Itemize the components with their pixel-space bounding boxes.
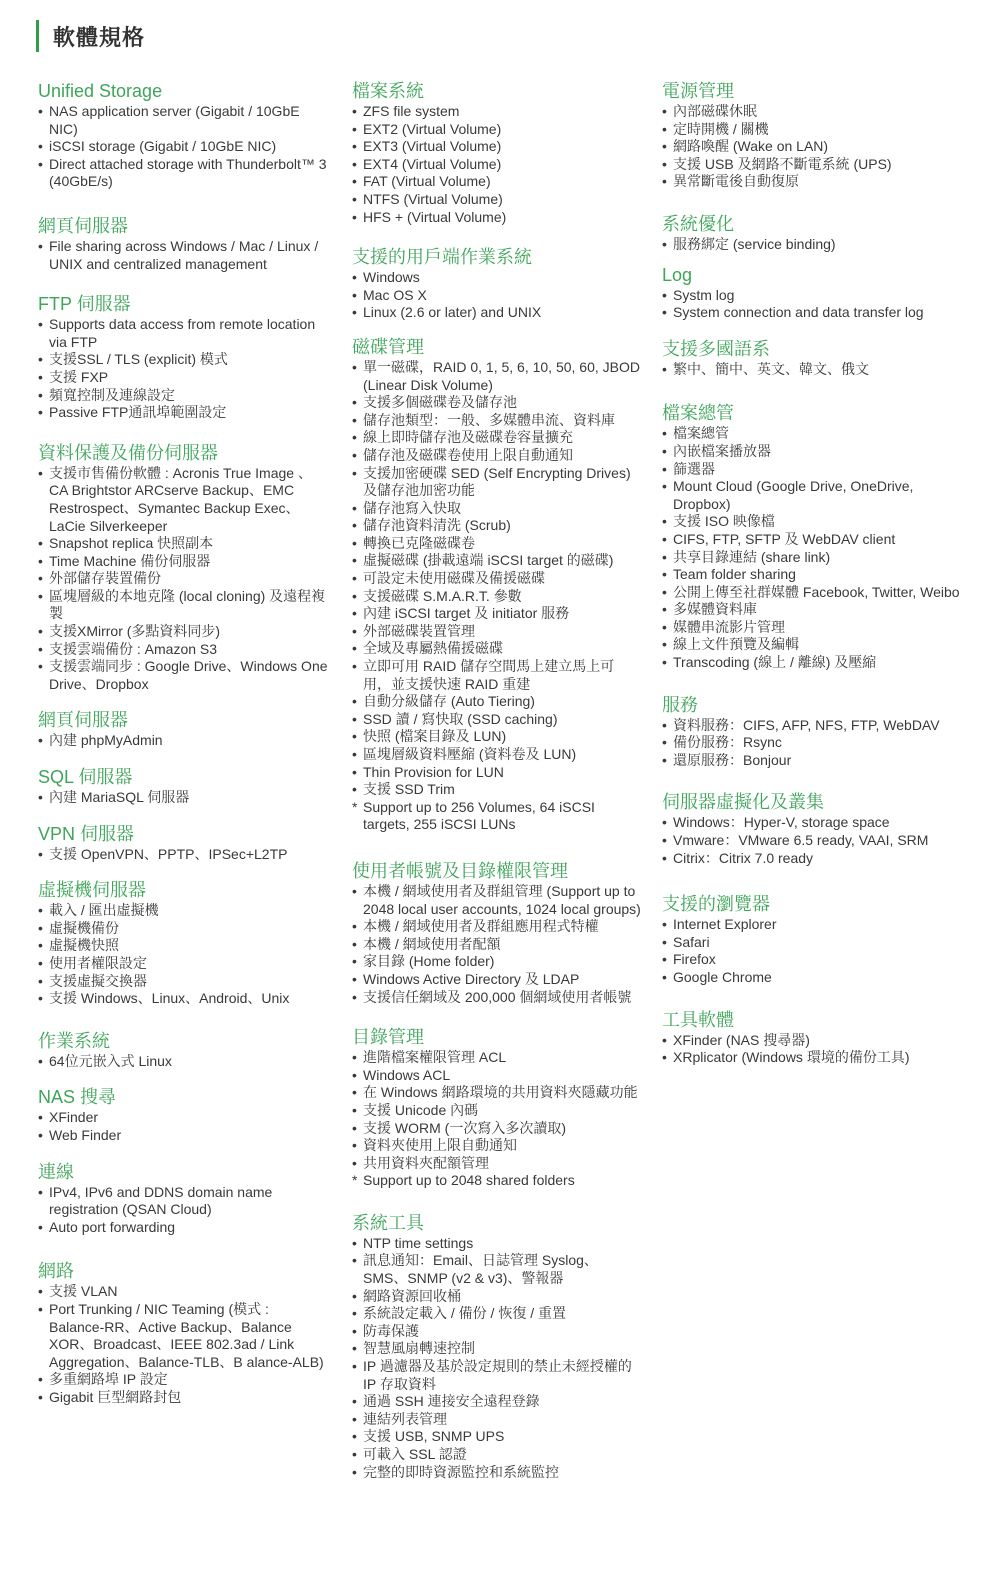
section-title: 系統優化 [662,213,734,234]
spec-item: • HFS + (Virtual Volume) [352,209,642,227]
spec-section [662,791,962,867]
spec-item: • Supports data access from remote location via FTP [38,316,328,351]
section-title: 檔案系統 [352,81,424,101]
spec-item: • 內部磁碟休眠 [662,103,962,121]
spec-item: • 儲存池資料清洗 (Scrub) [352,517,642,535]
spec-item: • 多重網路埠 IP 設定 [38,1371,328,1389]
spec-item: • 媒體串流影片管理 [662,619,962,637]
spec-item: • 訊息通知：Email、日誌管理 Syslog、SMS、SNMP (v2 & v3)、警報器 [352,1252,642,1287]
spec-item: • 網路喚醒 (Wake on LAN) [662,138,962,156]
spec-item: • 資料服務：CIFS, AFP, NFS, FTP, WebDAV [662,717,962,735]
spec-item: • File sharing across Windows / Mac / Linux / UNIX and centralized management [38,238,328,273]
spec-item: • 支援雲端同步 : Google Drive、Windows One Drive、Dropbox [38,658,328,693]
spec-section [352,246,642,322]
spec-section [352,336,642,834]
spec-item: • 篩選器 [662,461,962,479]
spec-item: • Mac OS X [352,287,642,305]
section-title: 支援多國語系 [662,338,770,359]
spec-item: • 儲存池寫入快取 [352,500,642,518]
spec-list [38,316,328,422]
spec-item: • NTFS (Virtual Volume) [352,191,642,209]
spec-item: • Linux (2.6 or later) and UNIX [352,304,642,322]
spec-section [662,338,962,379]
spec-item: • 支援SSL / TLS (explicit) 模式 [38,351,328,369]
spec-item: • 內建 iSCSI target 及 initiator 服務 [352,605,642,623]
section-title: 系統工具 [352,1212,424,1233]
spec-item: • 在 Windows 網路環境的共用資料夾隱藏功能 [352,1084,642,1102]
spec-list [662,916,962,986]
spec-item: • Mount Cloud (Google Drive, OneDrive, Dropbox) [662,478,962,513]
section-title: 連線 [38,1161,74,1182]
spec-item: • Gigabit 巨型網路封包 [38,1389,328,1407]
spec-list [662,103,962,191]
spec-list [38,238,328,273]
spec-item: • 本機 / 網域使用者配額 [352,936,642,954]
spec-note: * Support up to 2048 shared folders [352,1172,642,1190]
spec-item: • Google Chrome [662,969,962,987]
spec-item: • 支援 SSD Trim [352,781,642,799]
spec-item: • 虛擬機備份 [38,920,328,938]
spec-item: • 支援 OpenVPN、PPTP、IPSec+L2TP [38,846,328,864]
spec-item: • 網路資源回收桶 [352,1288,642,1306]
spec-item: • XFinder (NAS 搜尋器) [662,1032,962,1050]
spec-item: • 進階檔案權限管理 ACL [352,1049,642,1067]
spec-item: • 區塊層級資料壓縮 (資料卷及 LUN) [352,746,642,764]
spec-item: • EXT2 (Virtual Volume) [352,121,642,139]
section-title: 電源管理 [662,81,734,101]
spec-item: • NTP time settings [352,1235,642,1253]
spec-list [352,883,642,1006]
spec-section [38,1086,328,1144]
spec-item: • Firefox [662,951,962,969]
spec-list [38,1109,328,1144]
spec-list [662,717,962,770]
spec-item: • 立即可用 RAID 儲存空間馬上建立馬上可用，並支援快速 RAID 重建 [352,658,642,693]
section-title: 網頁伺服器 [38,215,128,236]
section-title: 目錄管理 [352,1027,424,1048]
spec-section [352,1212,642,1481]
spec-item: • 虛擬機快照 [38,937,328,955]
spec-item: • Passive FTP通訊埠範圍設定 [38,404,328,422]
spec-section [38,766,328,807]
spec-list [38,1053,328,1071]
section-title: Unified Storage [38,81,163,101]
section-title: 使用者帳號及目錄權限管理 [352,860,568,881]
spec-item: • 線上即時儲存池及磁碟卷容量擴充 [352,429,642,447]
section-title: 工具軟體 [662,1009,734,1030]
spec-section [352,80,642,226]
spec-item: • ZFS file system [352,103,642,121]
spec-section [38,1260,328,1406]
spec-item: • 支援信任網域及 200,000 個網域使用者帳號 [352,989,642,1007]
section-title: 支援的瀏覽器 [662,894,770,915]
spec-list [38,846,328,864]
spec-list [352,1235,642,1481]
section-title: 伺服器虛擬化及叢集 [662,792,824,813]
spec-list [38,1184,328,1237]
spec-item: • FAT (Virtual Volume) [352,173,642,191]
spec-list [662,1032,962,1067]
spec-item: • 檔案總管 [662,425,962,443]
spec-item: • 頻寬控制及連線設定 [38,387,328,405]
spec-item: • Windows：Hyper-V, storage space [662,814,962,832]
spec-item: • CIFS, FTP, SFTP 及 WebDAV client [662,531,962,549]
spec-item: • 支援 VLAN [38,1283,328,1301]
spec-item: • Systm log [662,287,962,305]
spec-item: • 支援 FXP [38,369,328,387]
section-title: 支援的用戶端作業系統 [352,247,532,268]
spec-item: • 支援 USB 及網路不斷電系統 (UPS) [662,156,962,174]
spec-item: • 載入 / 匯出虛擬機 [38,902,328,920]
spec-list [662,361,962,379]
spec-section [662,264,962,322]
spec-item: • XRplicator (Windows 環境的備份工具) [662,1049,962,1067]
spec-section [38,1161,328,1237]
section-title: 網頁伺服器 [38,710,128,731]
spec-item: • 系統設定載入 / 備份 / 恢復 / 重置 [352,1305,642,1323]
spec-item: • Thin Provision for LUN [352,764,642,782]
spec-item: • 支援 WORM (一次寫入多次讀取) [352,1120,642,1138]
spec-section [38,879,328,1008]
spec-item: • SSD 讀 / 寫快取 (SSD caching) [352,711,642,729]
spec-item: • XFinder [38,1109,328,1127]
spec-section [662,213,962,254]
spec-item: • 支援 Windows、Linux、Android、Unix [38,990,328,1008]
spec-item: • 外部儲存裝置備份 [38,570,328,588]
spec-item: • Team folder sharing [662,566,962,584]
spec-list [662,814,962,867]
spec-item: • EXT4 (Virtual Volume) [352,156,642,174]
spec-item: • Auto port forwarding [38,1219,328,1237]
spec-item: • 外部磁碟裝置管理 [352,623,642,641]
spec-item: • 支援加密硬碟 SED (Self Encrypting Drives) 及儲存池加密功能 [352,465,642,500]
spec-item: • 支援多個磁碟卷及儲存池 [352,394,642,412]
page-header [36,20,145,52]
spec-list [352,103,642,226]
spec-item: • Web Finder [38,1127,328,1145]
section-title: VPN 伺服器 [38,823,135,844]
section-title: NAS 搜尋 [38,1087,117,1108]
spec-item: • 使用者權限設定 [38,955,328,973]
spec-list [352,1049,642,1190]
spec-item: • IP 過濾器及基於設定規則的禁止未經授權的 IP 存取資料 [352,1358,642,1393]
spec-item: • 連結列表管理 [352,1411,642,1429]
spec-item: • Windows Active Directory 及 LDAP [352,971,642,989]
spec-item: • 線上文件預覽及編輯 [662,636,962,654]
spec-item: • 單一磁碟，RAID 0, 1, 5, 6, 10, 50, 60, JBOD (Linear Disk Volume) [352,359,642,394]
page-title: 軟體規格 [53,24,146,50]
spec-item: • 支援 ISO 映像檔 [662,513,962,531]
section-title: 作業系統 [38,1030,110,1051]
spec-item: • Vmware：VMware 6.5 ready, VAAI, SRM [662,832,962,850]
spec-item: • 多媒體資料庫 [662,601,962,619]
spec-section [352,1026,642,1190]
spec-item: • 轉換已克隆磁碟卷 [352,535,642,553]
spec-section [662,80,962,191]
spec-section [662,694,962,770]
spec-list [38,465,328,694]
spec-item: • 本機 / 網域使用者及群組管理 (Support up to 2048 local user accounts, 1024 local groups) [352,883,642,918]
spec-column-1 [38,80,328,1407]
spec-list [38,789,328,807]
spec-item: • 支援 USB, SNMP UPS [352,1428,642,1446]
spec-item: • 支援XMirror (多點資料同步) [38,623,328,641]
spec-list [38,1283,328,1406]
spec-item: • Snapshot replica 快照副本 [38,535,328,553]
spec-item: • 內嵌檔案播放器 [662,443,962,461]
section-title: 虛擬機伺服器 [38,880,146,901]
spec-item: • 可設定未使用磁碟及備援磁碟 [352,570,642,588]
spec-item: • Port Trunking / NIC Teaming (模式 : Balance-RR、Active Backup、Balance XOR、Broadcast、IEEE 802.3ad / Link Aggregation、Balance-TLB、B alance-ALB) [38,1301,328,1371]
spec-list [352,269,642,322]
spec-item: • 儲存池類型：一般、多媒體串流、資料庫 [352,412,642,430]
spec-item: • iSCSI storage (Gigabit / 10GbE NIC) [38,138,328,156]
spec-item: • Direct attached storage with Thunderbolt™ 3 (40GbE/s) [38,156,328,191]
section-title: 資料保護及備份伺服器 [38,442,218,463]
spec-item: • 區塊層級的本地克隆 (local cloning) 及遠程複製 [38,588,328,623]
spec-item: • Internet Explorer [662,916,962,934]
section-title: 檔案總管 [662,403,734,424]
spec-section [662,893,962,986]
spec-column-3 [662,80,962,1067]
spec-list [662,425,962,671]
spec-section [38,293,328,422]
spec-item: • 資料夾使用上限自動通知 [352,1137,642,1155]
spec-list [38,902,328,1008]
spec-section [352,860,642,1006]
spec-item: • 定時開機 / 關機 [662,121,962,139]
spec-list [38,103,328,191]
spec-item: • 共享目錄連結 (share link) [662,549,962,567]
spec-item: • 服務綁定 (service binding) [662,236,962,254]
spec-item: • 家目錄 (Home folder) [352,953,642,971]
spec-item: • 支援雲端備份 : Amazon S3 [38,641,328,659]
spec-item: • 內建 phpMyAdmin [38,732,328,750]
spec-item: • 內建 MariaSQL 伺服器 [38,789,328,807]
spec-item: • Citrix：Citrix 7.0 ready [662,850,962,868]
spec-item: • 智慧風扇轉速控制 [352,1340,642,1358]
spec-section [38,442,328,694]
spec-item: • System connection and data transfer log [662,304,962,322]
spec-item: • 共用資料夾配額管理 [352,1155,642,1173]
spec-item: • 可載入 SSL 認證 [352,1446,642,1464]
spec-item: • 防毒保護 [352,1323,642,1341]
spec-note: * Support up to 256 Volumes, 64 iSCSI targets, 255 iSCSI LUNs [352,799,642,834]
spec-item: • 64位元嵌入式 Linux [38,1053,328,1071]
section-title: Log [662,264,693,285]
section-title: 網路 [38,1261,74,1282]
spec-item: • 支援市售備份軟體 : Acronis True Image 、CA Brightstor ARCserve Backup、EMC Restrospect、Symantec Backup Exec、LaCie Silverkeeper [38,465,328,535]
spec-section [38,823,328,864]
spec-section [38,1030,328,1071]
spec-list [38,732,328,750]
section-title: SQL 伺服器 [38,767,133,788]
spec-section [38,215,328,273]
spec-item: • 快照 (檔案目錄及 LUN) [352,728,642,746]
spec-item: • 儲存池及磁碟卷使用上限自動通知 [352,447,642,465]
section-title: FTP 伺服器 [38,294,131,315]
spec-item: • 自動分級儲存 (Auto Tiering) [352,693,642,711]
spec-item: • EXT3 (Virtual Volume) [352,138,642,156]
spec-item: • 全域及專屬熱備援磁碟 [352,640,642,658]
spec-item: • 還原服務：Bonjour [662,752,962,770]
spec-item: • NAS application server (Gigabit / 10GbE NIC) [38,103,328,138]
spec-item: • Windows [352,269,642,287]
section-title: 服務 [662,694,698,715]
spec-item: • 繁中、簡中、英文、韓文、俄文 [662,361,962,379]
spec-item: • 完整的即時資源監控和系統監控 [352,1464,642,1482]
spec-list [352,359,642,834]
spec-section [662,1009,962,1067]
spec-item: • 支援磁碟 S.M.A.R.T. 參數 [352,588,642,606]
spec-item: • 通過 SSH 連接安全遠程登錄 [352,1393,642,1411]
spec-column-2 [352,80,642,1481]
spec-item: • Time Machine 備份伺服器 [38,553,328,571]
spec-list [662,287,962,322]
spec-item: • Windows ACL [352,1067,642,1085]
spec-item: • 支援 Unicode 內碼 [352,1102,642,1120]
spec-section [662,402,962,671]
spec-item: • Safari [662,934,962,952]
spec-item: • Transcoding (線上 / 離線) 及壓縮 [662,654,962,672]
spec-item: • 本機 / 網域使用者及群組應用程式特權 [352,918,642,936]
section-title: 磁碟管理 [352,336,424,357]
spec-item: • 備份服務：Rsync [662,734,962,752]
spec-item: • IPv4, IPv6 and DDNS domain name registration (QSAN Cloud) [38,1184,328,1219]
spec-item: • 公開上傳至社群媒體 Facebook, Twitter, Weibo [662,584,962,602]
spec-item: • 支援虛擬交換器 [38,973,328,991]
spec-item: • 異常斷電後自動復原 [662,173,962,191]
spec-section [38,80,328,191]
spec-item: • 虛擬磁碟 (掛載遠端 iSCSI target 的磁碟) [352,552,642,570]
spec-list [662,236,962,254]
spec-section [38,709,328,750]
